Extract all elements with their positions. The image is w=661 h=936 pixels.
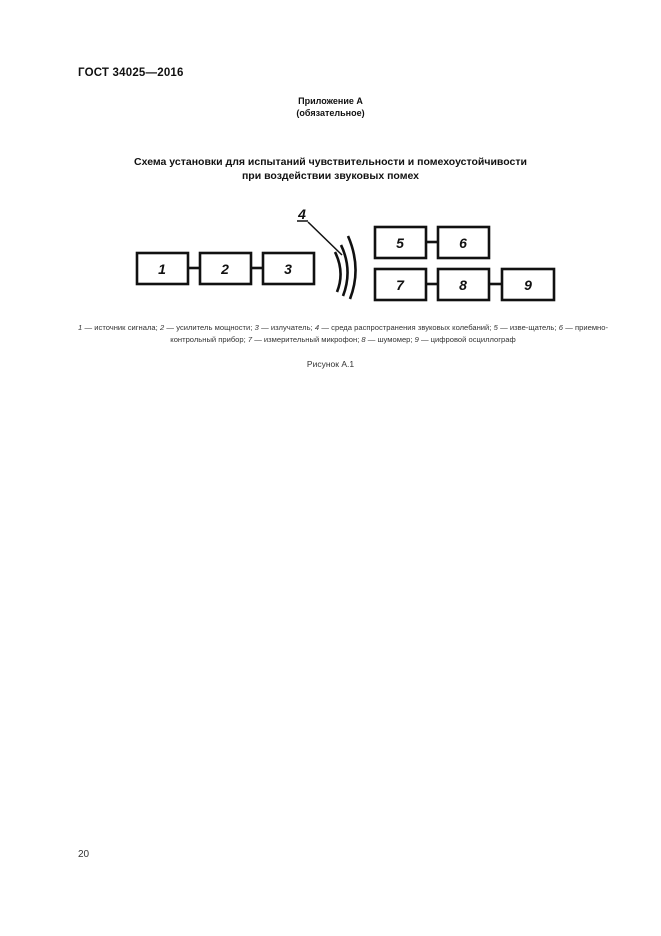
setup-diagram (0, 0, 661, 320)
standard-header: ГОСТ 34025—2016 (78, 67, 184, 79)
block-9-label: 9 (524, 277, 532, 293)
block-2-label: 2 (221, 261, 229, 277)
legend-number: 5 (493, 323, 498, 332)
legend-number: 7 (247, 335, 253, 344)
appendix-note: (обязательное) (296, 108, 365, 118)
legend-text: — изве-щатель; (497, 323, 559, 332)
block-5-label: 5 (396, 235, 404, 251)
sound-wave-arc (341, 245, 348, 296)
page-number: 20 (78, 849, 90, 860)
legend-text: — цифровой осциллограф (418, 335, 516, 344)
legend-number: 4 (314, 323, 320, 332)
block-1-label: 1 (158, 261, 166, 277)
figure-legend (78, 322, 608, 346)
sound-wave-arc (335, 252, 341, 292)
figure-title-line1: Схема установки для испытаний чувствительности и помехоустойчивости (134, 156, 527, 168)
block-8-label: 8 (459, 277, 467, 293)
legend-number: 6 (558, 323, 563, 332)
legend-text: — шумомер; (365, 335, 415, 344)
figure-title-line2: при воздействии звуковых помех (241, 170, 420, 182)
legend-number: 1 (78, 323, 83, 332)
legend-number: 9 (414, 335, 419, 344)
block-7-label: 7 (396, 277, 404, 293)
legend-text: — усилитель мощности; (164, 323, 255, 332)
block-3-label: 3 (284, 261, 292, 277)
figure-caption: Рисунок А.1 (306, 359, 355, 369)
label-4-leader (308, 222, 342, 255)
legend-text: — измерительный микрофон; (252, 335, 362, 344)
legend-text: — источник сигнала; (82, 323, 160, 332)
block-4-label: 4 (298, 206, 306, 222)
legend-text: — излучатель; (258, 323, 315, 332)
block-6-label: 6 (459, 235, 467, 251)
appendix-title: Приложение А (298, 96, 363, 106)
sound-wave-arc (348, 236, 356, 299)
legend-number: 2 (159, 323, 165, 332)
legend-number: 8 (361, 335, 366, 344)
legend-text: — среда распространения звуковых колебаний; (319, 323, 494, 332)
legend-text: — приемно-контрольный прибор; (170, 323, 608, 344)
legend-number: 3 (254, 323, 259, 332)
